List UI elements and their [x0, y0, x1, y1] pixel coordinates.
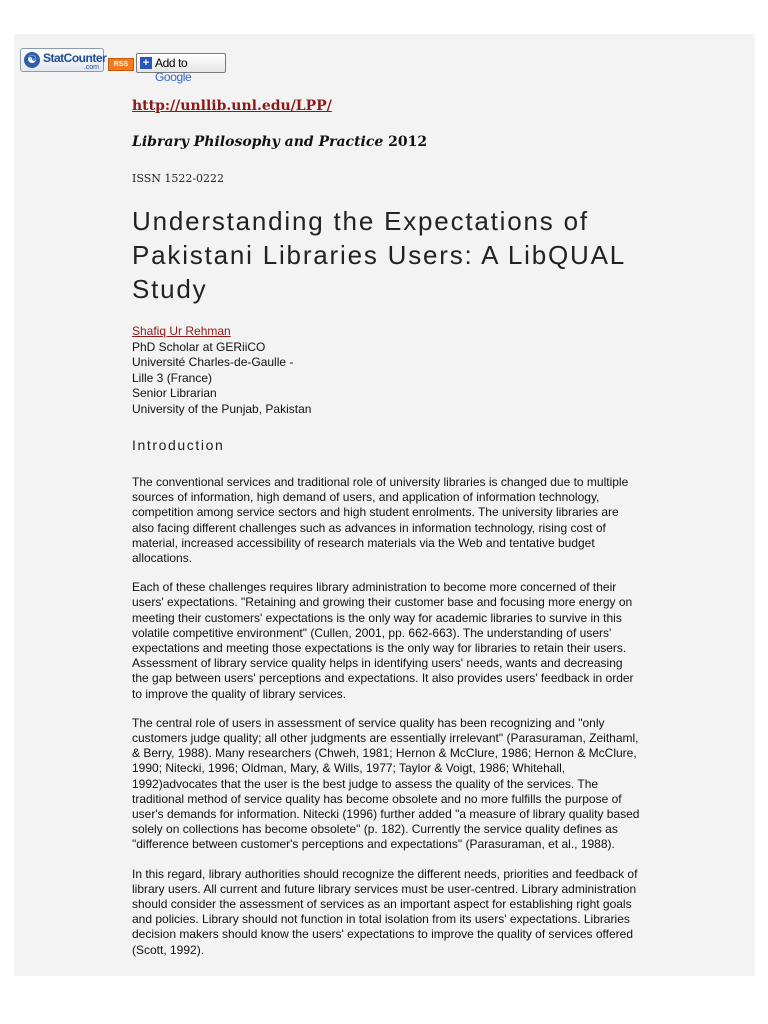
section-heading: Introduction [132, 437, 225, 453]
author-block [132, 324, 311, 417]
add-to-google-button[interactable] [136, 53, 226, 84]
journal-line [132, 134, 427, 150]
affiliation-line: Lille 3 (France) [132, 370, 213, 385]
rss-badge[interactable]: RSS [108, 58, 134, 71]
plus-icon: + [140, 57, 152, 69]
issn: ISSN 1522-0222 [132, 172, 225, 185]
statcounter-label: StatCounter [43, 51, 107, 65]
document-page [14, 34, 755, 976]
author-name-link[interactable]: Shafiq Ur Rehman [132, 324, 231, 338]
add-to-google-label: Add to Google [155, 56, 192, 84]
journal-year: 2012 [383, 134, 428, 150]
paragraph: Each of these challenges requires library administration to become more concerned of their users' expectations. "Retaining and growing their customer base and focusing more energy on meeting their customers' expectations is the only way for academic libraries to survive in this volatile competitive environment" (Cullen, 2001, pp. 662-663). The understanding of users' expectations and meeting those expectations is the only way for libraries to retain their users. Assessment of library service quality helps in identifying users' needs, wants and decreasing the gap between users' perceptions and expectations. It also provides users' feedback in order to improve the quality of library services. [132, 580, 634, 701]
statcounter-domain: .com [83, 64, 99, 71]
article-title: Understanding the Expectations of Pakistani Libraries Users: A LibQUAL Study [132, 206, 626, 304]
affiliation-line: University of the Punjab, Pakistan [132, 401, 312, 416]
affiliation-line: Senior Librarian [132, 386, 217, 400]
affiliation-line: PhD Scholar at GERiiCO [132, 339, 266, 354]
statcounter-badge[interactable] [20, 48, 107, 72]
journal-name: Library Philosophy and Practice [132, 134, 384, 150]
article-body [132, 475, 642, 972]
paragraph: The conventional services and traditional role of university libraries is changed due to multiple sources of information, high demand of users, and application of information technology, competition among service sectors and high student enrolments. The university libraries are also facing different challenges such as advances in information technology, rising cost of material, increased accessibility of research materials via the Web and tentative budget allocations. [132, 475, 629, 566]
paragraph: In this regard, library authorities should recognize the different needs, priorities and feedback of library users. All current and future library services must be user-centred. Library administration should consider the assessment of services as an important aspect for establishing right goals and policies. Library should not function in total isolation from its users' expectations. Libraries decision makers should know the users' expectations to improve the quality of services offered (Scott, 1992). [132, 866, 638, 957]
affiliation-line: Université Charles-de-Gaulle - [132, 355, 294, 369]
paragraph: The central role of users in assessment of service quality has been recognizing and "only customers judge quality; all other judgments are essentially irrelevant" (Parasuraman, Zeithaml, & Berry, 1988). Many researchers (Chweh, 1981; Hernon & McClure, 1986; Hernon & McClure, 1990; Nitecki, 1996; Oldman, Mary, & Wills, 1977; Taylor & Voigt, 1986; Whitehall, 1992)advocates that the user is the best judge to assess the quality of the services. The traditional method of service quality has become obsolete and no more fulfills the purpose of user's demands for information. Nitecki (1996) further added "a measure of library quality based solely on collections has become obsolete" (p. 182). Currently the service quality defines as "difference between customer's perceptions and expectations" (Parasuraman, et al., 1988). [132, 715, 640, 852]
journal-url-link[interactable]: http://unllib.unl.edu/LPP/ [132, 98, 332, 114]
statcounter-icon: ☯ [24, 52, 40, 68]
